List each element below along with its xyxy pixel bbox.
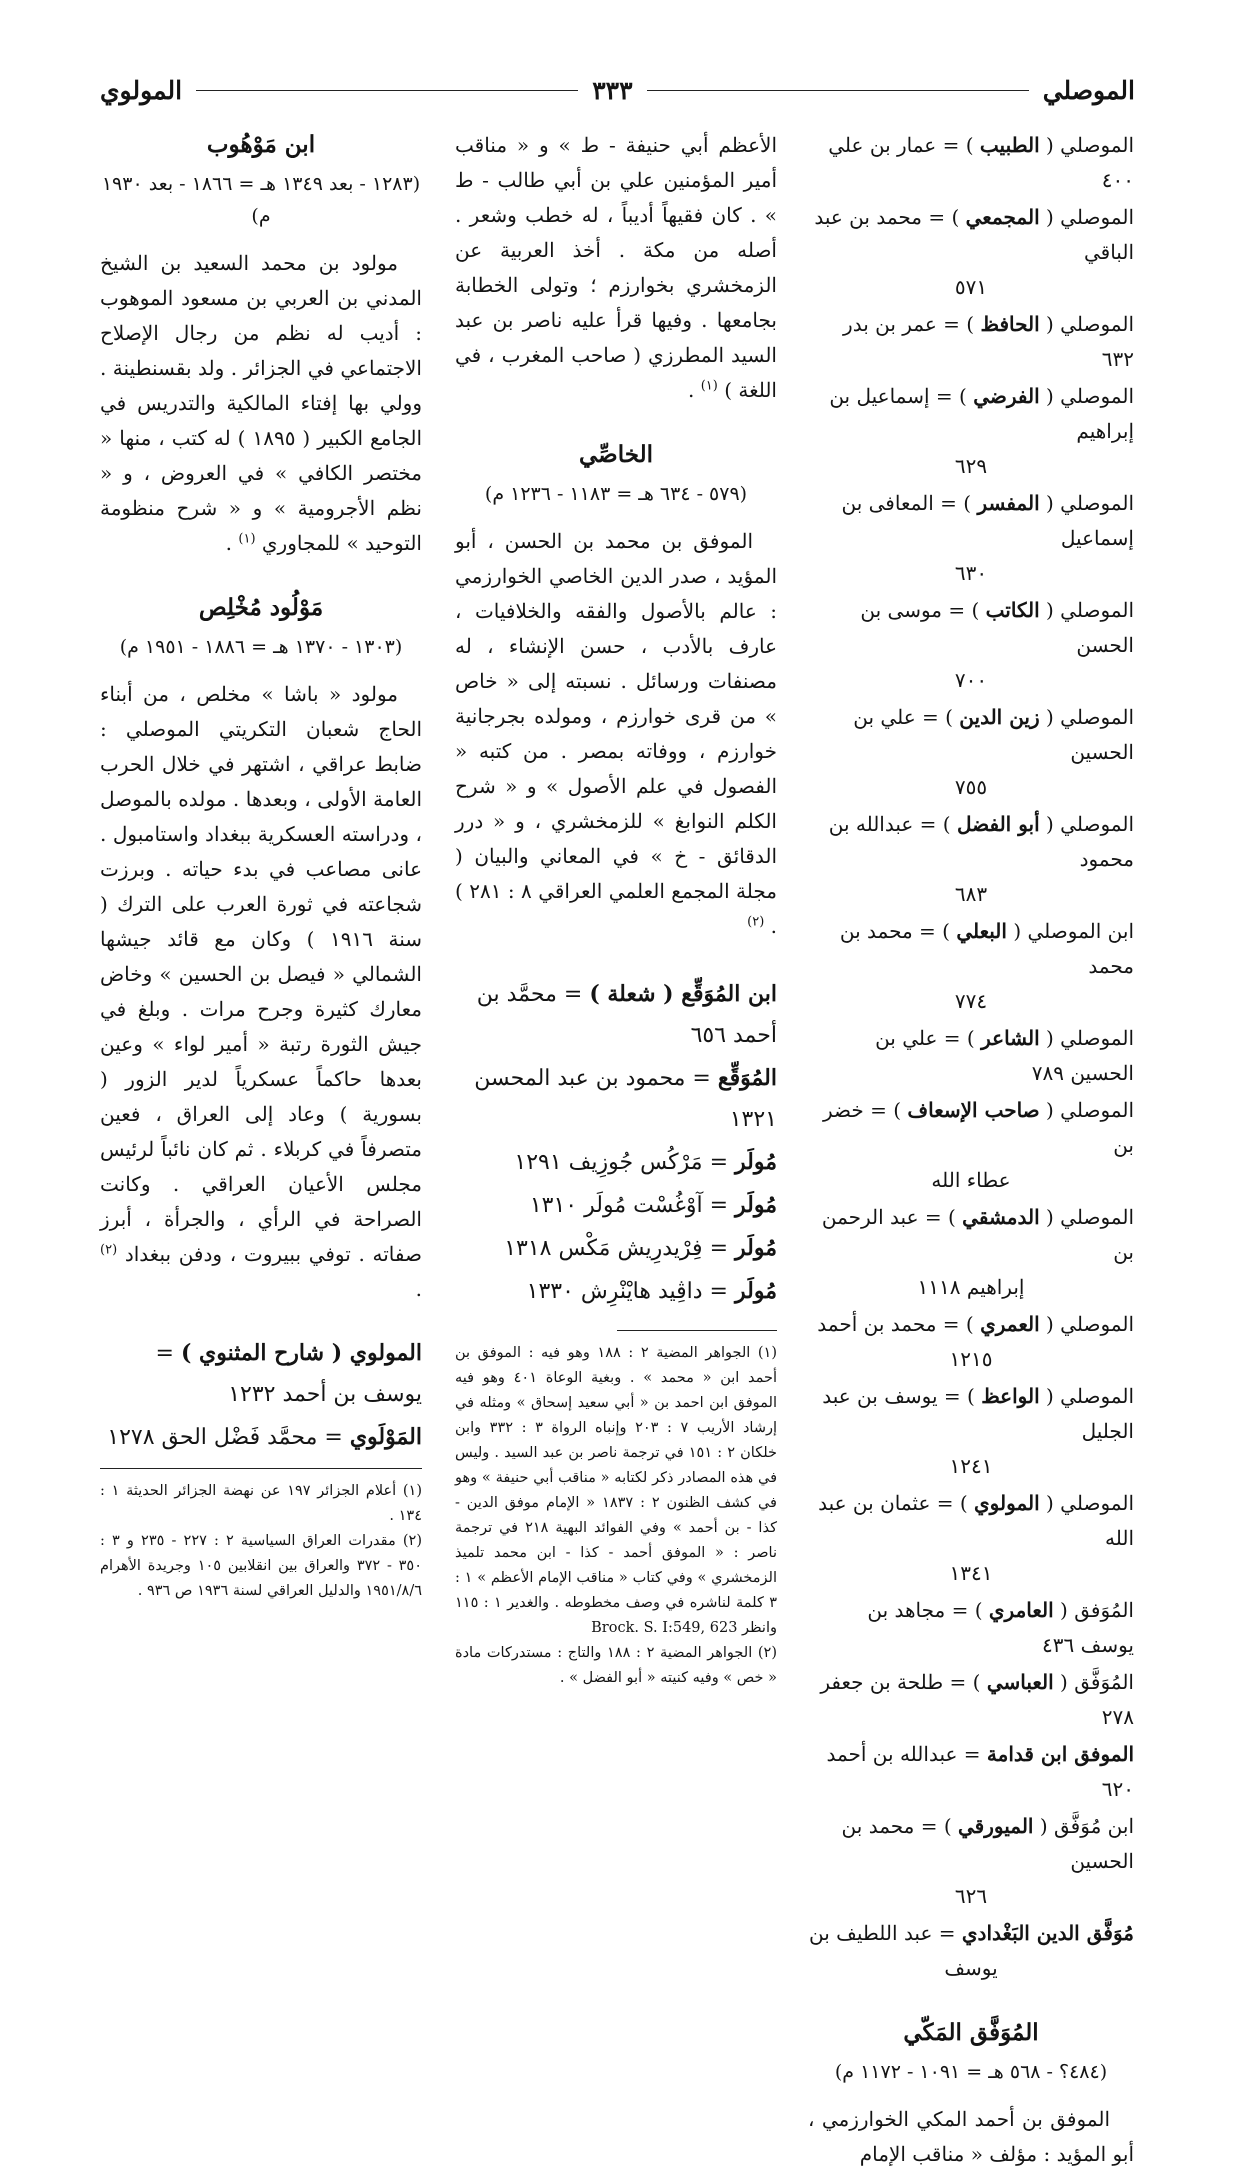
xref-entry-prefix: الموصلي ( <box>1046 312 1134 336</box>
xref-entry-prefix: الموصلي ( <box>1046 205 1134 229</box>
bio-text-mawlud-mukhlis-body: مولود « باشا » مخلص ، من أبناء الحاج شعبان التكريتي الموصلي : ضابط عراقي ، اشتهر في خلال الحرب العامة الأولى ، وبعدها . مولده بالموصل ، ودراسته العسكرية ببغداد واستامبول . عانى مصاعب في بدء حياته . وبرزت شجاعته في ثورة العرب على الترك ( سنة ١٩١٦ ) وكان مع قائد جيشها الشمالي « فيصل بن الحسين » وخاض معارك كثيرة وجرح مرات . وبلغ في جيش الثورة رتبة « أمير لواء » وعين بعدها حاكماً عسكرياً لدير الزور ( بسورية ) وعاد إلى العراق ، فعين متصرفاً في كربلاء . ثم كان نائباً لرئيس مجلس الأعيان العراقي . وكانت الصراحة في الرأي ، والجرأة ، أبرز صفاته . توفي ببيروت ، ودفن ببغداد <box>100 682 423 1266</box>
xref-entry-target: = مَرْكُس جُوزِيف ١٢٩١ <box>514 1150 728 1175</box>
xref-entry <box>455 1271 777 1312</box>
footnote-1 <box>455 1341 777 1641</box>
left-column <box>100 128 422 1618</box>
xref-entry-number: ٦٢٦ <box>954 1884 988 1908</box>
xref-entry-prefix: الموصلي ( <box>1046 1026 1134 1050</box>
xref-entry-prefix: المُوَفَّق ( <box>1060 1670 1134 1694</box>
xref-entry-epithet: الميورقي <box>958 1814 1034 1838</box>
xref-entry <box>808 1021 1134 1091</box>
xref-entry-target: = عبدالله بن أحمد ٦٢٠ <box>826 1742 1134 1801</box>
footnote-ref-2: (٢) <box>100 1242 118 1258</box>
xref-mawlawi-name: المَوْلَوي <box>349 1424 422 1450</box>
xref-entry-target: ) = عمار بن علي ٤٠٠ <box>828 133 1134 192</box>
xref-entry-target: = محمَّد بن أحمد ٦٥٦ <box>476 982 777 1048</box>
footnote-1: (١) أعلام الجزائر ١٩٧ عن نهضة الجزائر الحديثة ١ : ١٣٤ . <box>100 1483 422 1524</box>
xref-entry-number: ١٣٤١ <box>949 1561 993 1585</box>
xref-entry <box>808 807 1134 912</box>
bio-text-khassi <box>455 524 777 944</box>
xref-entry-epithet: العباسي <box>986 1670 1054 1694</box>
xref-mawlawi-mathnawi-name: المولوي ( شارح المثنوي ) <box>180 1340 422 1366</box>
xref-entry-number: ٦٨٣ <box>954 882 988 906</box>
footnote-2: (٢) الجواهر المضية ٢ : ١٨٨ والتاج : مستدركات مادة « خص » وفيه كنيته « أبو الفضل » . <box>455 1645 778 1686</box>
xref-entry <box>808 1809 1134 1914</box>
xref-entry-name: مُولَر <box>735 1235 777 1261</box>
xref-entry <box>455 1142 777 1183</box>
header-rule-left <box>196 90 578 91</box>
xref-entry <box>455 1058 777 1140</box>
xref-entry-epithet: مُوَفَّق الدين البَغْدادي <box>961 1921 1134 1945</box>
xref-entry <box>808 1307 1134 1377</box>
xref-entry-epithet: الحافظ <box>980 312 1040 336</box>
xref-entry <box>808 914 1134 1019</box>
xref-entry-prefix: ابن الموصلي ( <box>1013 919 1134 943</box>
xref-entry-target: = محمود بن عبد المحسن ١٣٢١ <box>474 1066 777 1132</box>
xref-entry-prefix: الموصلي ( <box>1046 1205 1134 1229</box>
continued-bio-body: الأعظم أبي حنيفة - ط » و « مناقب أمير المؤمنين علي بن أبي طالب - ط » . كان فقيهاً أديباً ، له خطب وشعر . أصله من مكة . أخذ العربية عن الزمخشري بخوارزم ؛ وتولى الخطابة بجامعها . وفيها قرأ عليه ناصر بن عبد السيد المطرزي ( صاحب المغرب ، في اللغة ) <box>455 133 777 402</box>
xref-entry-number: ١٢١٥ <box>949 1347 993 1371</box>
footnote-ref-1: (١) <box>700 378 718 394</box>
xref-entry <box>808 1200 1134 1305</box>
xref-entry-name: مُولَر <box>735 1149 777 1175</box>
xref-entry-epithet: المجمعي <box>965 205 1040 229</box>
xref-entry-epithet: الفرضي <box>973 384 1040 408</box>
xref-entry-epithet: الواعظ <box>981 1384 1040 1408</box>
bio-title-mawlud-mukhlis: مَوْلُود مُخْلِص <box>198 594 324 621</box>
xref-entry <box>808 1379 1134 1484</box>
xref-entry-number: ١٢٤١ <box>949 1454 993 1478</box>
xref-mawlawi-mathnawi-target: = يوسف بن أحمد ١٢٣٢ <box>155 1341 422 1407</box>
xref-entry-prefix: الموصلي ( <box>1046 598 1134 622</box>
xref-entry-target: ) = خضر بن <box>823 1098 1134 1157</box>
xref-entry-name: مُولَر <box>735 1192 777 1218</box>
xref-entry <box>808 1916 1134 1986</box>
header-left-word: المولوي <box>99 75 183 105</box>
xref-entry-name: ابن المُوَقِّع ( شعلة ) <box>589 981 777 1007</box>
xref-entry-target: ) = محمد بن عبد الباقي <box>814 205 1134 264</box>
xref-entry-prefix: الموصلي ( <box>1046 812 1134 836</box>
xref-entry-prefix: المُوَفق ( <box>1060 1598 1134 1622</box>
xref-entry-prefix: الموصلي ( <box>1046 491 1134 515</box>
xref-entry-prefix: الموصلي ( <box>1046 1312 1134 1336</box>
footnote-1-latin: Brock. S. I:549, 623 <box>591 1620 738 1636</box>
xref-entry-epithet: الطبيب <box>979 133 1040 157</box>
xref-entry-target: ) = عبد الرحمن بن <box>821 1205 1134 1264</box>
xref-entry-epithet: المولوي <box>974 1491 1040 1515</box>
xref-entry-target: = آوْغُسْت مُولَر ١٣١٠ <box>529 1193 728 1218</box>
xref-entry-number: ٦٢٩ <box>954 454 988 478</box>
xref-entry-target: ) = مجاهد بن يوسف ٤٣٦ <box>867 1598 1134 1657</box>
xref-entry-prefix: ابن مُوَفَّق ( <box>1039 1814 1134 1838</box>
xref-entry <box>455 1185 777 1226</box>
xref-entry-target: ) = عمر بن بدر ٦٣٢ <box>843 312 1134 371</box>
xref-entry <box>808 1093 1134 1198</box>
xref-entry-number: ٥٧١ <box>954 275 988 299</box>
xref-entry-epithet: الشاعر <box>981 1026 1040 1050</box>
xref-entry-number: ٦٣٠ <box>954 561 988 585</box>
xref-entry <box>808 1737 1134 1807</box>
running-header <box>100 70 1135 110</box>
xref-entry <box>455 974 777 1056</box>
xref-entry-target: ) = إسماعيل بن إبراهيم <box>829 384 1134 443</box>
xref-entry-epithet: العامري <box>988 1598 1054 1622</box>
xref-entry-target: = داڤِيد هايْنْرِش ١٣٣٠ <box>526 1279 728 1304</box>
xref-entry <box>808 128 1134 198</box>
bio-title-khassi: الخاصِّي <box>579 441 653 468</box>
xref-entry-number: عطاء الله <box>931 1168 1011 1192</box>
xref-entry <box>808 593 1134 698</box>
footnote-1-text: (١) الجواهر المضية ٢ : ١٨٨ وهو فيه : الموفق بن أحمد ابن « محمد » . وبغية الوعاة ٤٠١ وهو فيه الموفق ابن احمد بن « أبي سعيد إسحاق » ومثله في إرشاد الأريب ٧ : ٢٠٣ وإنباه الرواة ٣ : ٣٣٢ وابن خلكان ٢ : ١٥١ في ترجمة ناصر بن عبد السيد . وليس في هذه المصادر ذكر لكتابه « مناقب أبي حنيفة » وهو في كشف الظنون ٢ : ١٨٣٧ « الإمام موفق الدين - كذا - بن أحمد » وفي الفوائد البهية ٢١٨ في ترجمة ناصر : « الموفق أحمد - كذا - ابن محمد تلميذ الزمخشري » وفي كتاب « مناقب الإمام الأعظم » ١ : ٣ كلمة لناشره في وصف مخطوطه . والغدير ١ : ١١٥ وانظر <box>455 1345 778 1636</box>
xref-entry <box>808 1486 1134 1591</box>
xref-entry-target: ) = طلحة بن جعفر ٢٧٨ <box>820 1670 1134 1729</box>
header-right-word: الموصلي <box>1042 75 1135 105</box>
xref-entry-prefix: الموصلي ( <box>1046 1491 1134 1515</box>
cross-reference-list <box>808 128 1134 1986</box>
xref-entry-prefix: الموصلي ( <box>1046 1384 1134 1408</box>
xref-entry-target: ) = يوسف بن عبد الجليل <box>822 1384 1134 1443</box>
xref-entry-epithet: الدمشقي <box>962 1205 1040 1229</box>
header-rule-right <box>647 90 1029 91</box>
xref-entry-epithet: أبو الفضل <box>956 812 1040 836</box>
xref-mawlawi-mathnawi <box>100 1333 422 1415</box>
footnote-ref-1: (١) <box>238 531 256 547</box>
xref-entry-epithet: الكاتب <box>985 598 1040 622</box>
xref-entry-epithet: الموفق ابن قدامة <box>986 1742 1134 1766</box>
xref-entry-epithet: العمري <box>980 1312 1040 1336</box>
bio-text-khassi-body: الموفق بن محمد بن الحسن ، أبو المؤيد ، صدر الدين الخاصي الخوارزمي : عالم بالأصول والفقه والخلافيات ، عارف بالأدب ، حسن الإنشاء ، له مصنفات ورسائل . نسبته إلى « خاص » من قرى خوارزم ، ومولده بجرجانية خوارزم ، ووفاته بمصر . من كتبه « الفصول في علم الأصول » و « شرح الكلم النوابغ » للزمخشري ، و « درر الدقائق - خ » في المعاني والبيان ( مجلة المجمع العلمي العراقي ٨ : ٢٨١ ) . <box>455 529 778 938</box>
xref-entry-number: ٧٧٤ <box>954 989 988 1013</box>
bio-dates-muwaffaq-makki: (٤٨٤؟ - ٥٦٨ هـ = ١٠٩١ - ١١٧٢ م) <box>834 2061 1108 2083</box>
bio-dates-mawlud-mukhlis: (١٣٠٣ - ١٣٧٠ هـ = ١٨٨٦ - ١٩٥١ م) <box>119 636 403 658</box>
xref-entry-target: ) = علي بن الحسين <box>853 705 1134 764</box>
bio-title-ibn-mawhub: ابن مَوْهُوب <box>206 131 316 158</box>
middle-column <box>455 128 778 1686</box>
continued-bio-text: الأعظم أبي حنيفة - ط » و « مناقب أمير المؤمنين علي بن أبي طالب - ط » . كان فقيهاً أديباً ، له خطب وشعر . أصله من مكة . أخذ العربية عن الزمخشري بخوارزم ؛ وتولى الخطابة بجامعها . وفيها قرأ عليه ناصر بن عبد السيد المطرزي ( صاحب المغرب ، في اللغة ) $^{(١)}$ . <box>455 133 777 402</box>
xref-entry <box>808 200 1134 305</box>
xref-entry-target: = عبد اللطيف بن <box>809 1921 956 1945</box>
bio-text-mawlud-mukhlis: مولود « باشا » مخلص ، من أبناء الحاج شعبان التكريتي الموصلي : ضابط عراقي ، اشتهر في خلال الحرب العامة الأولى ، وبعدها . مولده بالموصل ، ودراسته العسكرية ببغداد واستامبول . عانى مصاعب في بدء حياته . وبرزت شجاعته في ثورة العرب على الترك ( سنة ١٩١٦ ) وكان مع قائد جيشها الشمالي « فيصل بن الحسين » وخاض معارك كثيرة وجرح مرات . وبلغ في جيش الثورة رتبة « أمير لواء » وعين بعدها حاكماً عسكرياً لدير الزور ( بسورية ) وعاد إلى العراق ، فعين متصرفاً في كربلاء . ثم كان نائباً لرئيس مجلس الأعيان العراقي . وكانت الصراحة في الرأي ، والجرأة ، أبرز صفاته . توفي ببيروت ، ودفن ببغداد $^{(٢)}$ . <box>100 682 423 1301</box>
xref-entry-name: المُوَقِّع <box>717 1065 777 1091</box>
xref-entry-name: مُولَر <box>735 1278 777 1304</box>
footnote-rule <box>617 1330 777 1331</box>
bio-text-muwaffaq-makki: الموفق بن أحمد المكي الخوارزمي ، أبو المؤيد : مؤلف « مناقب الإمام <box>808 2107 1134 2166</box>
xref-entry-epithet: المفسر <box>977 491 1040 515</box>
footnote-rule <box>100 1468 422 1469</box>
xref-entry <box>808 486 1134 591</box>
xref-mawlawi <box>100 1417 422 1458</box>
xref-entry-epithet: زين الدين <box>959 705 1040 729</box>
xref-entry-target: ) = محمد بن الحسين <box>841 1814 1134 1873</box>
xref-entry-prefix: الموصلي ( <box>1046 384 1134 408</box>
xref-entry-number: ٧٠٠ <box>954 668 988 692</box>
xref-entry <box>808 307 1134 377</box>
bio-text-ibn-mawhub-body: مولود بن محمد السعيد بن الشيخ المدني بن العربي بن مسعود الموهوب : أديب له نظم من رجال الإصلاح الاجتماعي في الجزائر . ولد بقسنطينة . وولي بها إفتاء المالكية والتدريس في الجامع الكبير ( ١٨٩٥ ) له كتب ، منها « مختصر الكافي » في العروض ، و « نظم الأجرومية » و « شرح منظومة التوحيد » للمجاوري <box>100 251 422 555</box>
xref-entry-number: ٧٥٥ <box>954 775 988 799</box>
bio-title-muwaffaq-makki: المُوَفَّق المَكّي <box>903 2019 1039 2046</box>
xref-entry-target: = فِرْيدرِيش مَكْس ١٣١٨ <box>504 1236 728 1261</box>
xref-entry-target: ) = محمد بن محمد <box>839 919 1134 978</box>
xref-entry-target: ) = المعافى بن إسماعيل <box>841 491 1134 550</box>
right-column <box>808 128 1134 2166</box>
cross-reference-list-muller <box>455 974 777 1312</box>
xref-entry-number: يوسف <box>944 1956 998 1980</box>
xref-mawlawi-target: = محمَّد فَضْل الحق ١٢٧٨ <box>107 1425 343 1450</box>
xref-entry-target: ) = علي بن الحسين ٧٨٩ <box>875 1026 1134 1085</box>
xref-entry-epithet: البعلي <box>956 919 1007 943</box>
xref-entry-prefix: الموصلي ( <box>1046 705 1134 729</box>
xref-entry-prefix: الموصلي ( <box>1046 133 1134 157</box>
xref-entry <box>808 700 1134 805</box>
xref-entry <box>808 1665 1134 1735</box>
xref-entry-target: ) = موسى بن الحسن <box>860 598 1134 657</box>
xref-entry-target: ) = عثمان بن عبد الله <box>818 1491 1134 1550</box>
xref-entry-epithet: صاحب الإسعاف <box>907 1098 1040 1122</box>
xref-entry <box>808 1593 1134 1663</box>
xref-entry <box>808 379 1134 484</box>
bio-text-ibn-mawhub: مولود بن محمد السعيد بن الشيخ المدني بن العربي بن مسعود الموهوب : أديب له نظم من رجال الإصلاح الاجتماعي في الجزائر . ولد بقسنطينة . وولي بها إفتاء المالكية والتدريس في الجامع الكبير ( ١٨٩٥ ) له كتب ، منها « مختصر الكافي » في العروض ، و « نظم الأجرومية » و « شرح منظومة التوحيد » للمجاوري $^{(١)}$ . <box>100 251 422 555</box>
xref-entry-prefix: الموصلي ( <box>1046 1098 1134 1122</box>
xref-entry-number: إبراهيم ١١١٨ <box>917 1275 1025 1299</box>
xref-entry-target: ) = عبدالله بن محمود <box>828 812 1134 871</box>
xref-entry <box>455 1228 777 1269</box>
footnote-ref-2: (٢) <box>747 914 765 930</box>
footnote-2: (٢) مقدرات العراق السياسية ٢ : ٢٢٧ - ٢٣٥ و ٣ : ٣٥٠ - ٣٧٢ والعراق بين انقلابين ١٠٥ وجريدة الأهرام ١٩٥١/٨/٦ والدليل العراقي لسنة ١٩٣٦ ص ٩٣٦ . <box>100 1533 422 1599</box>
bio-dates-khassi: (٥٧٩ - ٦٣٤ هـ = ١١٨٣ - ١٢٣٦ م) <box>484 483 748 505</box>
xref-entry-target: ) = محمد بن أحمد <box>817 1312 974 1336</box>
page-number: ٣٣٣ <box>592 75 633 105</box>
bio-dates-ibn-mawhub: (١٢٨٣ - بعد ١٣٤٩ هـ = ١٨٦٦ - بعد ١٩٣٠ م) <box>101 173 421 227</box>
